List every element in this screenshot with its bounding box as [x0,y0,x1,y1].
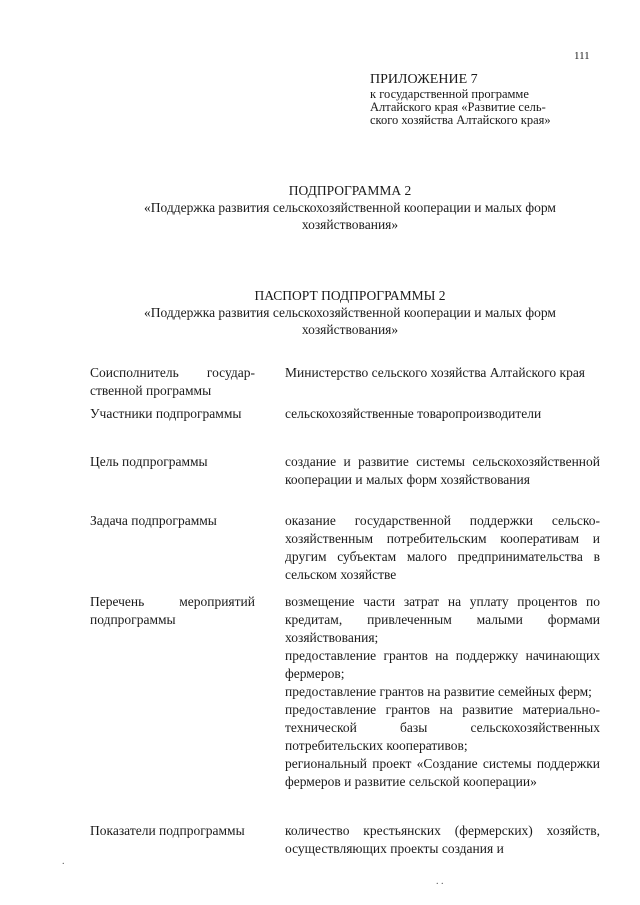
measure-item: предоставление грантов на развитие материально-технической базы сельскохозяйственных потребительских кооперативов; [285,702,600,753]
subprogram-name-line: «Поддержка развития сельскохозяйственной кооперации и малых форм [144,200,556,215]
row-value: создание и развитие системы сельскохозяйственной кооперации и малых форм хозяйствования [285,454,600,487]
row-value: сельскохозяйственные товаропроизводители [285,406,542,421]
passport-heading: ПАСПОРТ ПОДПРОГРАММЫ 2 [254,288,446,303]
scan-speck: . . [436,876,444,887]
passport-name-line: хозяйствования» [301,322,399,337]
appendix-line: ского хозяйства Алтайского края» [370,113,551,127]
row-value [285,593,600,791]
measure-item: предоставление грантов на развитие семейных ферм; [285,684,592,699]
subprogram-heading: ПОДПРОГРАММА 2 [288,183,412,198]
scan-speck: . [62,856,65,867]
row-label: Участники подпрограммы [90,406,242,421]
row-label: Цель подпрограммы [90,454,208,469]
appendix-heading: ПРИЛОЖЕНИЕ 7 [370,72,478,87]
row-value: оказание государственной поддержки сельскохозяйственным потребительским кооперативам и другим субъектам малого предпринимательства в сельском хозяйстве [285,513,600,582]
row-label: Перечень мероприятий подпрограммы [90,594,255,627]
appendix-line: к государственной программе [370,87,529,101]
row-value: количество крестьянских (фермерских) хозяйств, осуществляющих проекты создания и [285,823,600,856]
row-value: Министерство сельского хозяйства Алтайского края [285,365,586,380]
passport-name-line: «Поддержка развития сельскохозяйственной кооперации и малых форм [144,305,556,320]
page-number: 111 [574,50,590,62]
measure-item: предоставление грантов на поддержку начинающих фермеров; [285,648,600,681]
row-label: Задача подпрограммы [90,513,217,528]
row-label: Показатели подпрограммы [90,823,245,838]
appendix-line: Алтайского края «Развитие сель- [370,100,546,114]
measure-item: возмещение части затрат на уплату процентов по кредитам, привлеченным малыми формами хозяйствования; [285,594,600,645]
subprogram-title [90,182,610,233]
passport-title [90,287,610,338]
appendix-block [370,72,610,127]
row-label: Соисполнитель государственной программы [90,365,255,398]
measure-item: региональный проект «Создание системы поддержки фермеров и развитие сельской кооперации» [285,756,600,789]
subprogram-name-line: хозяйствования» [301,217,399,232]
